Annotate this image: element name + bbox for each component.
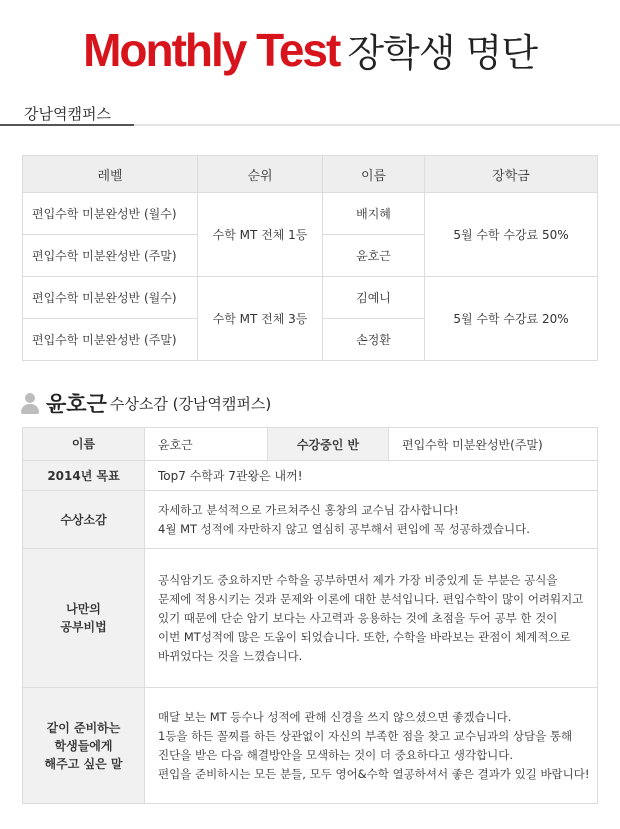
scholarship-table [22,155,598,361]
advice-line: 진단을 받은 다음 해결방안을 모색하는 것이 더 중요하다고 생각합니다. [158,747,514,762]
header-rank: 순위 [198,156,323,193]
method-text [145,549,598,688]
scholarship-cell: 5월 수학 수강료 20% [425,277,598,361]
method-line: 문제에 적용시키는 것과 문제와 이론에 대한 분석입니다. 편입수학이 많이 어려워지고 [158,591,584,606]
campus-divider-highlight [0,124,134,126]
speech-line: 4월 MT 성적에 자만하지 않고 열심히 공부해서 편입에 꼭 성공하겠습니다. [158,521,530,536]
table-row [23,491,598,549]
header-scholarship: 장학금 [425,156,598,193]
header-level: 레벨 [23,156,198,193]
method-line: 공식암기도 중요하지만 수학을 공부하면서 제가 가장 비중있게 둔 부분은 공식을 [158,572,558,587]
advice-label-line: 학생들에게 [54,738,113,753]
method-label-line: 나만의 [66,602,101,616]
goal-label: 2014년 목표 [23,461,145,491]
title-english: Monthly Test [83,24,340,76]
speech-label: 수상소감 [23,491,145,549]
speech-line: 자세하고 분석적으로 가르쳐주신 홍창의 교수님 감사합니다! [158,502,459,517]
campus-divider [0,124,620,126]
name-cell: 손정환 [323,319,425,361]
campus-name: 강남역캠퍼스 [24,105,111,123]
level-cell: 편입수학 미분완성반 (월수) [23,193,198,235]
review-heading [20,388,271,418]
level-cell: 편입수학 미분완성반 (월수) [23,277,198,319]
person-icon [20,392,40,414]
table-row [23,277,598,319]
scholarship-table-header [23,156,598,193]
advice-line: 1등을 하든 꼴찌를 하든 상관없이 자신의 부족한 점을 찾고 교수님과의 상담을 통해 [158,728,573,743]
review-student-name: 윤호근 [46,392,107,416]
level-cell: 편입수학 미분완성반 (주말) [23,319,198,361]
class-value: 편입수학 미분완성반(주말) [389,428,598,461]
advice-label-line: 같이 준비하는 [46,720,121,735]
name-cell: 배지혜 [323,193,425,235]
table-row [23,688,598,804]
table-row [23,193,598,235]
method-line: 바뀌었다는 것을 느꼈습니다. [158,648,303,663]
advice-label-line: 해주고 싶은 말 [44,756,123,771]
advice-line: 매달 보는 MT 등수나 성적에 관해 신경을 쓰지 않으셨으면 좋겠습니다. [158,709,512,724]
class-label: 수강중인 반 [268,428,389,461]
speech-text [145,491,598,549]
review-heading-rest: 수상소감 (강남역캠퍼스) [109,394,272,413]
header-name: 이름 [323,156,425,193]
method-line: 이번 MT성적에 많은 도움이 되었습니다. 또한, 수학을 바라보는 관점이 체계적으로 [158,629,571,644]
table-row [23,549,598,688]
name-value: 윤호근 [145,428,268,461]
page-title [0,22,620,77]
rank-cell: 수학 MT 전체 3등 [198,277,323,361]
table-row [23,428,598,461]
goal-value: Top7 수학과 7관왕은 내꺼! [145,461,598,491]
advice-line: 편입을 준비하시는 모든 분들, 모두 영어&수학 열공하셔서 좋은 결과가 있길 바랍니다! [158,766,590,781]
method-label-line: 공부비법 [60,620,107,634]
title-korean: 장학생 명단 [347,31,537,75]
name-cell: 윤호근 [323,235,425,277]
name-label: 이름 [23,428,145,461]
advice-label [23,688,145,804]
scholarship-cell: 5월 수학 수강료 50% [425,193,598,277]
method-label [23,549,145,688]
rank-cell: 수학 MT 전체 1등 [198,193,323,277]
name-cell: 김예니 [323,277,425,319]
advice-text [145,688,598,804]
table-row [23,461,598,491]
level-cell: 편입수학 미분완성반 (주말) [23,235,198,277]
method-line: 있기 때문에 단순 암기 보다는 사고력과 응용하는 것에 초점을 두어 공부 한 것이 [158,610,558,625]
review-table [22,427,598,804]
